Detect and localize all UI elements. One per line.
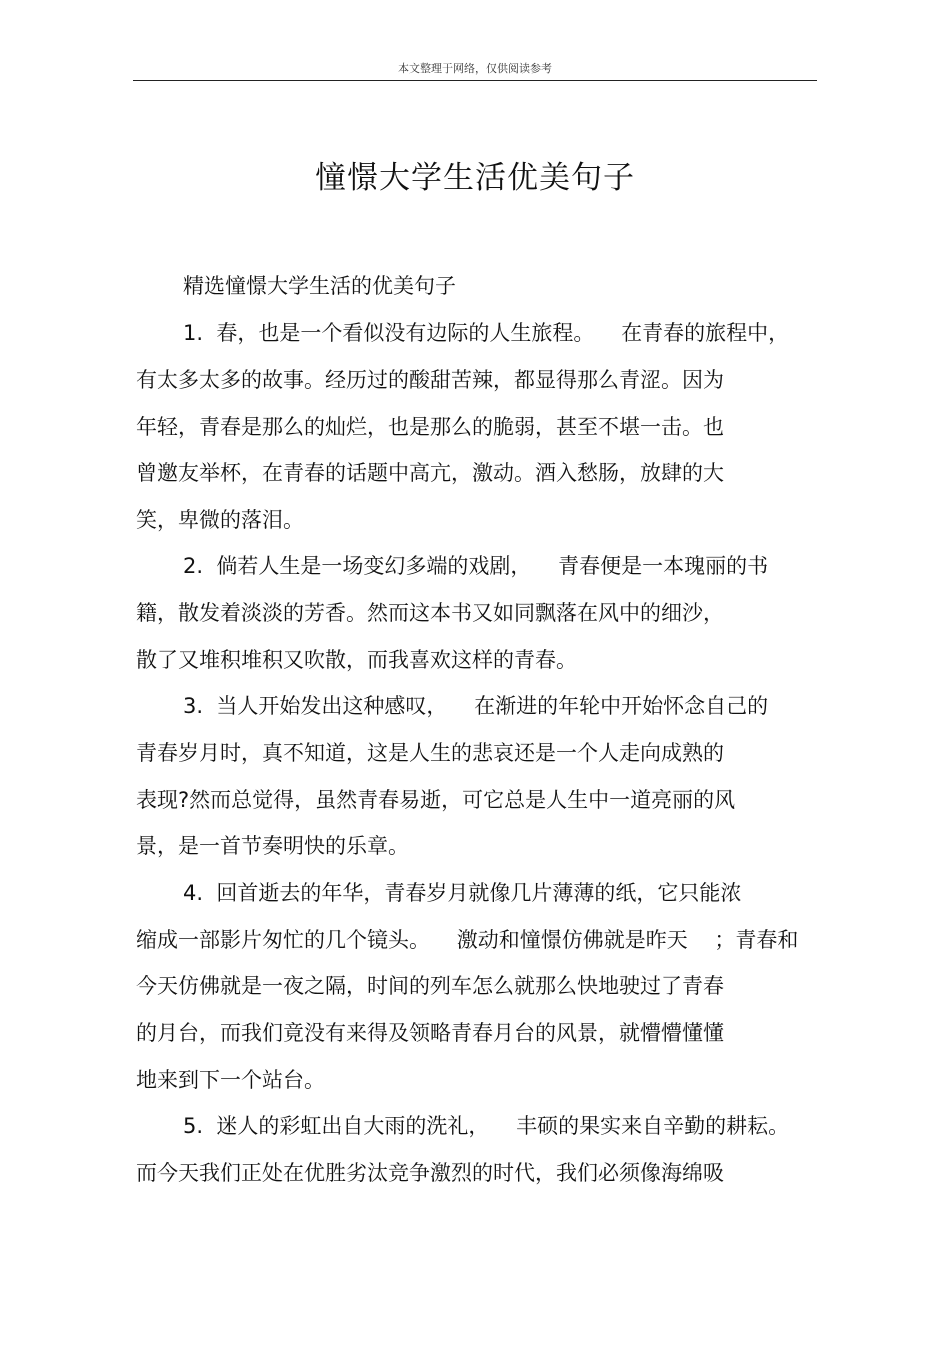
paragraph-line: 缩成一部影片匆忙的几个镜头。 激动和憧憬仿佛就是昨天 ；青春和 — [136, 928, 799, 952]
paragraph-line: 年轻，青春是那么的灿烂，也是那么的脆弱，甚至不堪一击。也 — [136, 415, 724, 439]
paragraph-line: 笑，卑微的落泪。 — [136, 508, 304, 532]
paragraph-line: 3. 当人开始发出这种感叹， 在渐进的年轮中开始怀念自己的 — [183, 694, 769, 718]
paragraph-line: 4. 回首逝去的年华，青春岁月就像几片薄薄的纸，它只能浓 — [183, 881, 742, 905]
paragraph-line: 散了又堆积堆积又吹散，而我喜欢这样的青春。 — [136, 648, 577, 672]
paragraph-line: 籍，散发着淡淡的芳香。然而这本书又如同飘落在风中的细沙， — [136, 601, 724, 625]
paragraph-line: 2. 倘若人生是一场变幻多端的戏剧， 青春便是一本瑰丽的书 — [183, 554, 769, 578]
page-header: 本文整理于网络，仅供阅读参考 — [398, 62, 552, 75]
paragraph-line: 地来到下一个站台。 — [136, 1068, 325, 1092]
intro-line: 精选憧憬大学生活的优美句子 — [183, 274, 456, 298]
paragraph-line: 有太多太多的故事。经历过的酸甜苦辣，都显得那么青涩。因为 — [136, 368, 724, 392]
paragraph-line: 今天仿佛就是一夜之隔，时间的列车怎么就那么快地驶过了青春 — [136, 974, 724, 998]
paragraph-line: 青春岁月时，真不知道，这是人生的悲哀还是一个人走向成熟的 — [136, 741, 724, 765]
document-title: 憧憬大学生活优美句子 — [315, 160, 635, 196]
paragraph-line: 表现?然而总觉得，虽然青春易逝，可它总是人生中一道亮丽的风 — [136, 788, 736, 812]
paragraph-line: 的月台，而我们竟没有来得及领略青春月台的风景，就懵懵懂懂 — [136, 1021, 724, 1045]
paragraph-line: 1. 春，也是一个看似没有边际的人生旅程。 在青春的旅程中， — [183, 321, 790, 345]
paragraph-line: 而今天我们正处在优胜劣汰竞争激烈的时代，我们必须像海绵吸 — [136, 1161, 724, 1185]
paragraph-line: 景，是一首节奏明快的乐章。 — [136, 834, 409, 858]
header-rule — [133, 80, 817, 81]
paragraph-line: 5. 迷人的彩虹出自大雨的洗礼， 丰硕的果实来自辛勤的耕耘。 — [183, 1114, 790, 1138]
paragraph-line: 曾邀友举杯，在青春的话题中高亢，激动。酒入愁肠，放肆的大 — [136, 461, 724, 485]
